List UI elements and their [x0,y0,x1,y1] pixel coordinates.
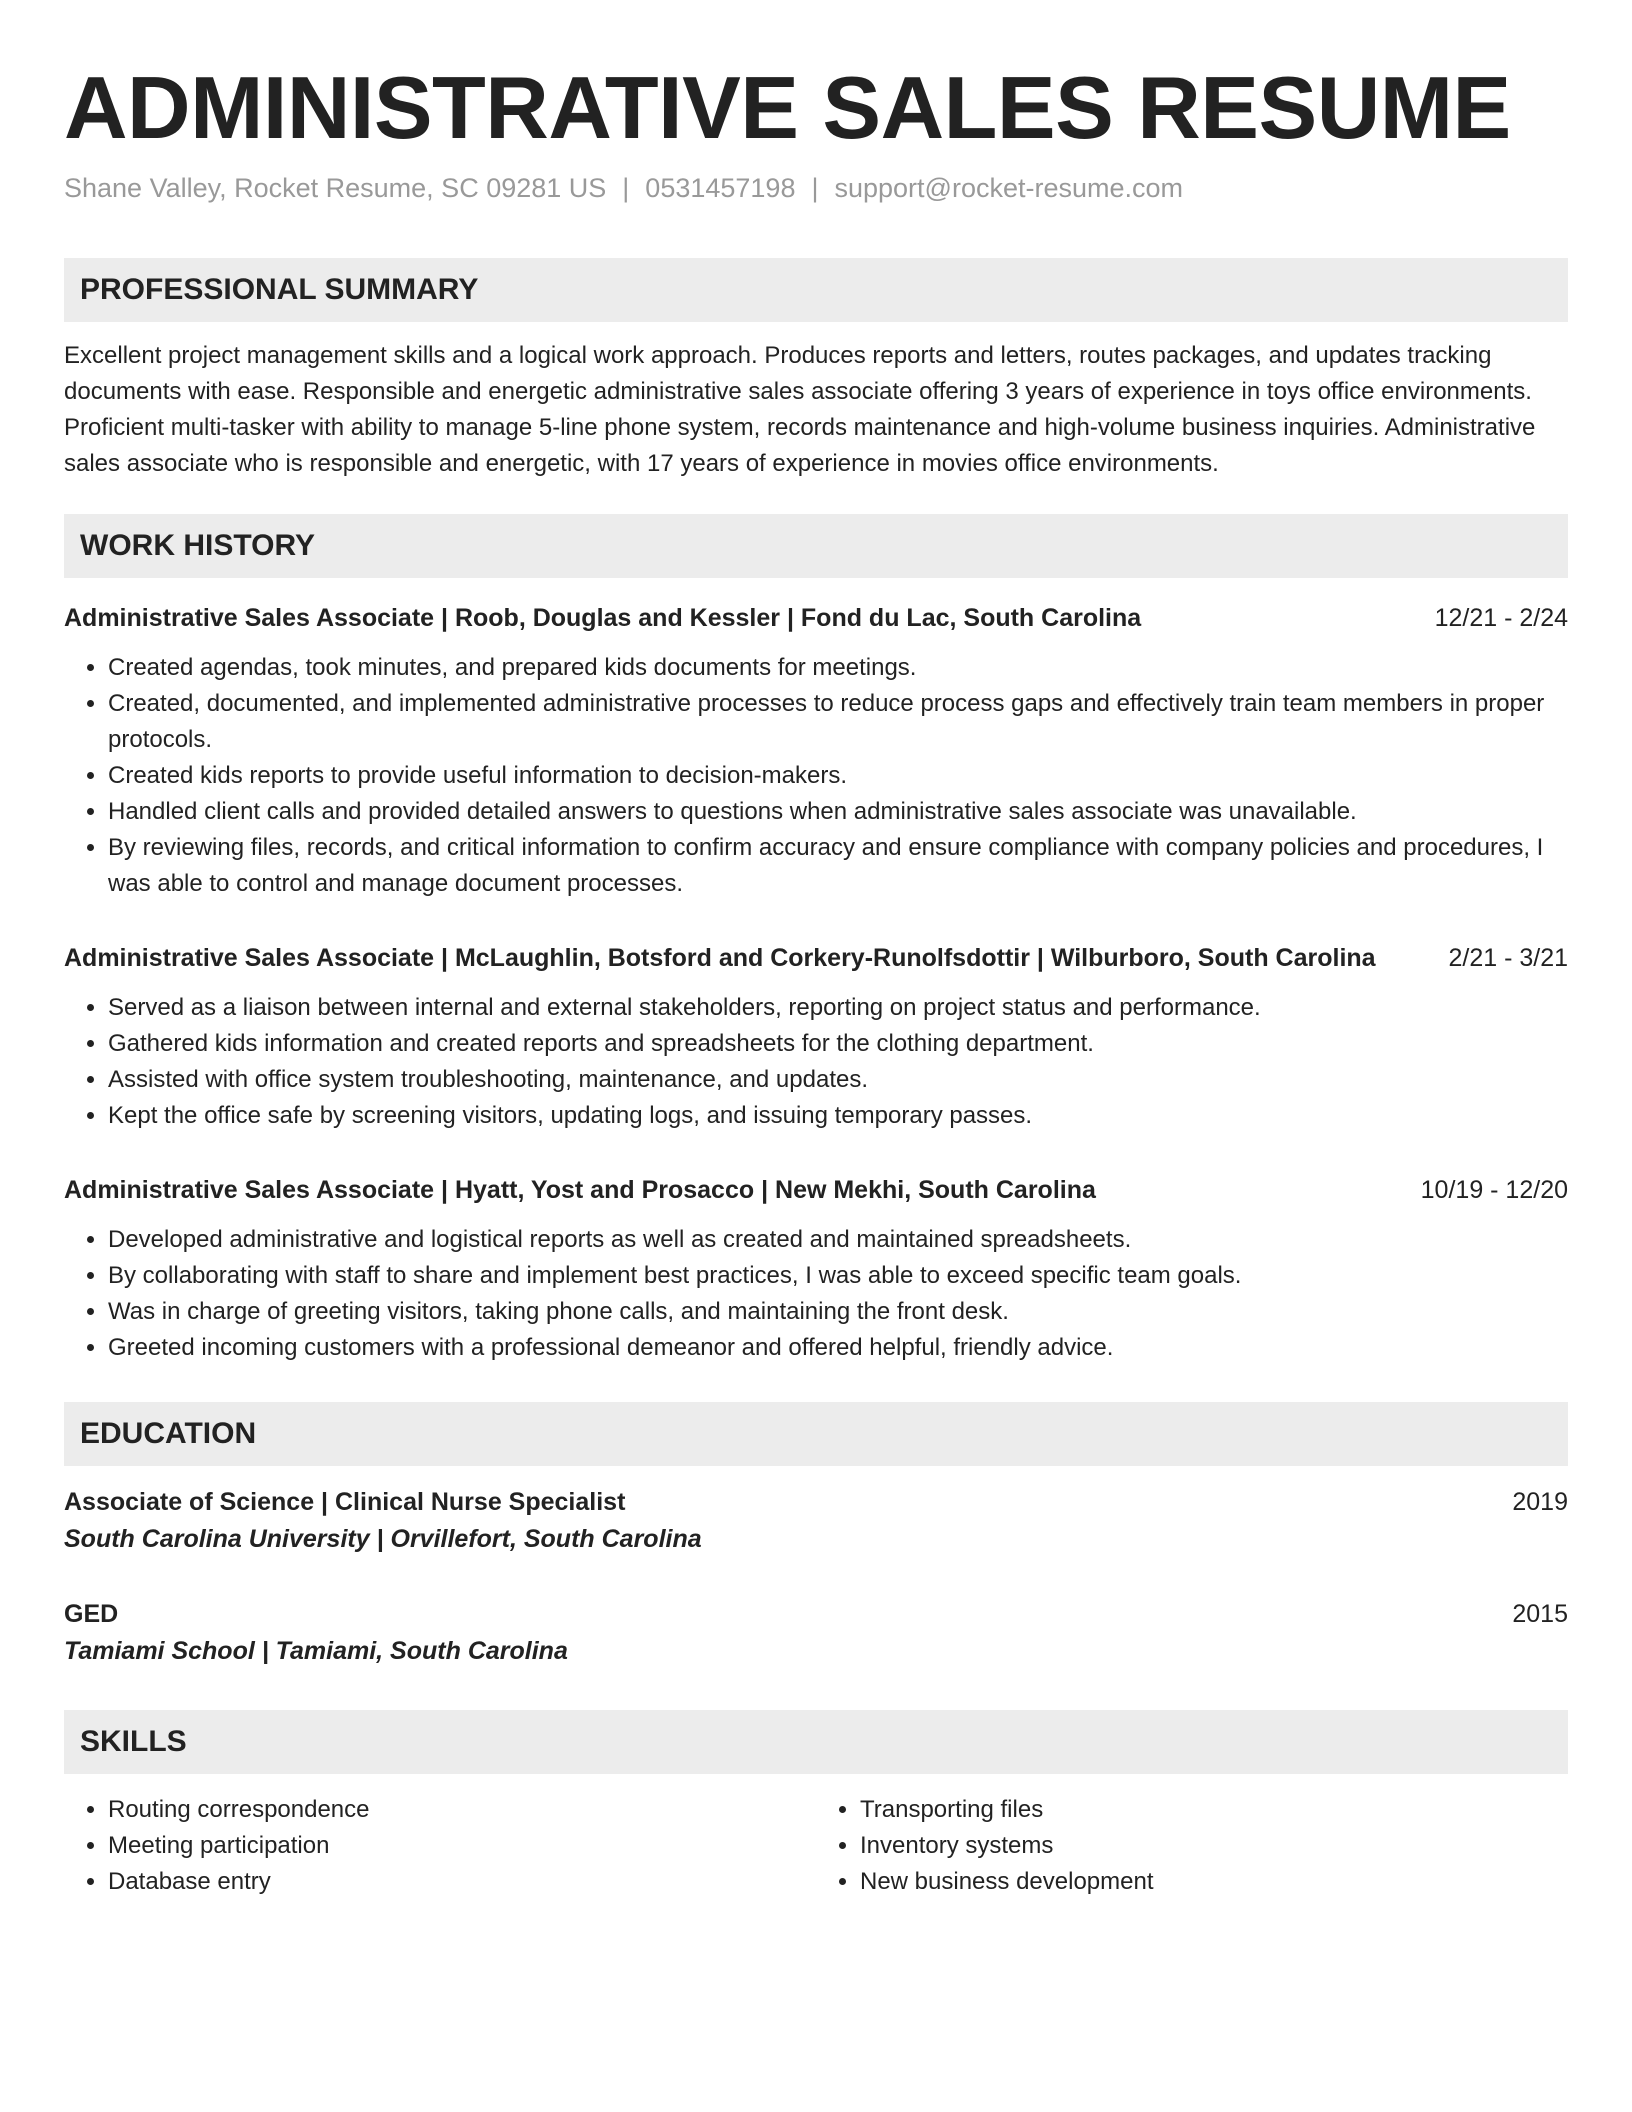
education-year: 2015 [1512,1600,1568,1628]
skill-item: • New business development [860,1864,1568,1900]
skills-column-right [816,1792,1568,1900]
section-heading-summary: PROFESSIONAL SUMMARY [64,258,1568,322]
education-degree: Associate of Science | Clinical Nurse Specialist [64,1488,626,1516]
job-entry [64,1172,1568,1366]
skills-list [64,1792,1568,1900]
job-bullet: • Developed administrative and logistical reports as well as created and maintained spreadsheets. [108,1222,1568,1258]
section-heading-work-history: WORK HISTORY [64,514,1568,578]
contact-email: support@rocket-resume.com [834,173,1184,203]
job-bullet: • Gathered kids information and created reports and spreadsheets for the clothing department. [108,1026,1568,1062]
job-bullet: • Handled client calls and provided detailed answers to questions when administrative sales associate was unavailable. [108,794,1568,830]
skill-item: • Transporting files [860,1792,1568,1828]
job-dates: 2/21 - 3/21 [1448,944,1568,972]
job-bullets [64,1222,1568,1366]
job-bullet: • Created kids reports to provide useful information to decision-makers. [108,758,1568,794]
job-bullets [64,650,1568,902]
job-title: Administrative Sales Associate | Roob, Douglas and Kessler | Fond du Lac, South Carolina [64,604,1142,632]
education-degree: GED [64,1600,119,1628]
contact-separator: | [622,173,630,203]
section-heading-education: EDUCATION [64,1402,1568,1466]
contact-phone: 0531457198 [645,173,796,203]
job-bullet: • By collaborating with staff to share and implement best practices, I was able to exceed specific team goals. [108,1258,1568,1294]
skills-column-left [64,1792,816,1900]
skill-item: • Meeting participation [108,1828,816,1864]
section-heading-skills: SKILLS [64,1710,1568,1774]
job-bullet: • Assisted with office system troubleshooting, maintenance, and updates. [108,1062,1568,1098]
contact-address: Shane Valley, Rocket Resume, SC 09281 US [64,173,607,203]
job-dates: 12/21 - 2/24 [1434,604,1568,632]
education-entry [64,1596,1568,1670]
job-entry [64,600,1568,902]
job-bullet: • Created agendas, took minutes, and prepared kids documents for meetings. [108,650,1568,686]
skill-item: • Routing correspondence [108,1792,816,1828]
summary-text: Excellent project management skills and a logical work approach. Produces reports and letters, routes packages, and updates tracking documents with ease. Responsible and energetic administrative sales associate offering 3 years of experience in toys office environments. Proficient multi-tasker with ability to manage 5-line phone system, records maintenance and high-volume business inquiries. Administrative sales associate who is responsible and energetic, with 17 years of experience in movies office environments. [64,342,1536,477]
skill-item: • Database entry [108,1864,816,1900]
job-bullet: • Served as a liaison between internal and external stakeholders, reporting on project status and performance. [108,990,1568,1026]
job-bullet: • Greeted incoming customers with a professional demeanor and offered helpful, friendly advice. [108,1330,1568,1366]
job-bullet: • Was in charge of greeting visitors, taking phone calls, and maintaining the front desk. [108,1294,1568,1330]
job-dates: 10/19 - 12/20 [1420,1176,1568,1204]
job-bullet: • Created, documented, and implemented administrative processes to reduce process gaps and effectively train team members in proper protocols. [108,686,1568,758]
education-school: Tamiami School | Tamiami, South Carolina [64,1637,568,1665]
job-bullet: • Kept the office safe by screening visitors, updating logs, and issuing temporary passes. [108,1098,1568,1134]
job-bullets [64,990,1568,1134]
skill-item: • Inventory systems [860,1828,1568,1864]
job-title: Administrative Sales Associate | Hyatt, Yost and Prosacco | New Mekhi, South Carolina [64,1176,1096,1204]
job-entry [64,940,1568,1134]
education-year: 2019 [1512,1488,1568,1516]
education-school: South Carolina University | Orvillefort, South Carolina [64,1525,702,1553]
education-entry [64,1484,1568,1558]
job-bullet: • By reviewing files, records, and critical information to confirm accuracy and ensure compliance with company policies and procedures, I was able to control and manage document processes. [108,830,1568,902]
contact-separator: | [811,173,819,203]
job-title: Administrative Sales Associate | McLaughlin, Botsford and Corkery-Runolfsdottir | Wilburboro, South Carolina [64,944,1376,972]
contact-line [64,170,1568,206]
resume-title: ADMINISTRATIVE SALES RESUME [64,58,1511,157]
